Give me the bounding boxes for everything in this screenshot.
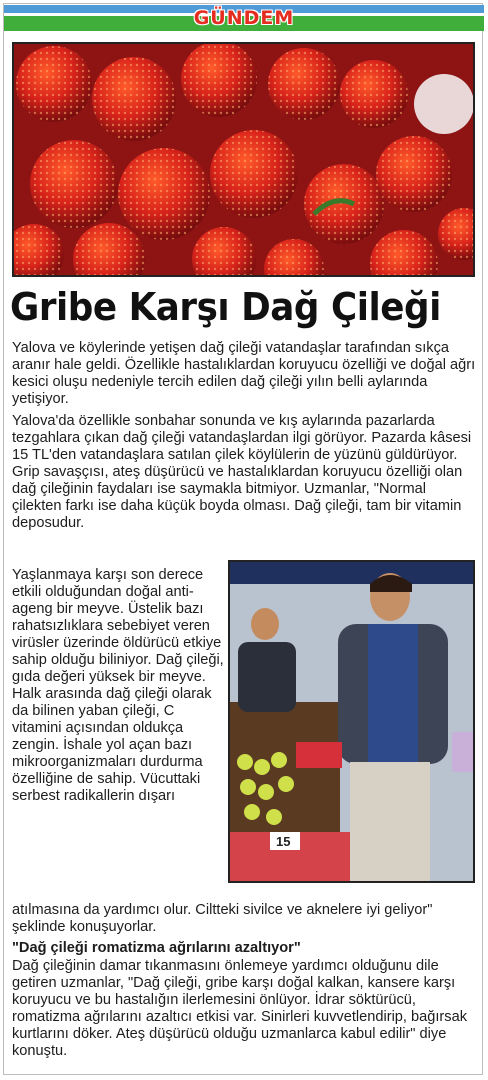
paragraph-experts: Dağ çileğinin damar tıkanmasını önlemeye yardımcı olduğunu dile getiren uzmanlar, "Dağ çileği, gribe karşı doğal kalkan, kansere karşı koruyucu ve bu hastalığın ilerlemesini önlüyor. İdrar söktürücü, romatizma ağrılarını azaltıcı etkisi var. Sinirleri kuvvetlendirip, bağırsak kurtlarını döker. Ateş düşürücü olduğu uzmanlarca kabul edilir" diye konuştu.: [12, 958, 468, 1059]
headline: Gribe Karşı Dağ Çileği: [10, 285, 441, 329]
paragraph-intro: Yalova ve köylerinde yetişen dağ çileği vatandaşlar tarafından sıkça aranır hale geldi. Özellikle hastalıklardan koruyucu özelliği ve doğal ağrı kesici oluşu nedeniyle tercih edilen dağ çileği yılın belli aylarında yetişiyor.: [12, 340, 476, 407]
section-title: GÜNDEM: [193, 7, 295, 29]
subheading-rheumatism: "Dağ çileği romatizma ağrılarını azaltıyor": [12, 940, 301, 956]
price-tag: 15: [276, 834, 291, 849]
paragraph-health-continued: atılmasına da yardımcı olur. Ciltteki sivilce ve aknelere iyi geliyor" şeklinde konuşuyorlar.: [12, 902, 433, 935]
strawberry-photo: [12, 42, 475, 277]
strawberry-photo-illustration: [14, 44, 475, 277]
paragraph-market: Yalova'da özellikle sonbahar sonunda ve kış aylarında pazarlarda tezgahlara çıkan dağ çileği vatandaşlardan ilgi görüyor. Pazarda kâsesi 15 TL'den vatandaşlara satılan çilek köylülerin de yüzünü güldürüyor. Grip savaşçısı, ateş düşürücü ve hastalıklardan koruyucu özelliği olan dağ çileğinin faydaları ise saymakla bitmiyor. Uzmanlar, "Normal çilekten farkı ise daha küçük boyda olması. Dağ çileği, tam bir vitamin deposudur.: [12, 413, 472, 531]
section-banner: [4, 5, 484, 31]
market-vendor-photo: [228, 560, 475, 883]
paragraph-health: Yaşlanmaya karşı son derece etkili olduğundan doğal anti-ageng bir meyve. Üstelik bazı rahatsızlıklara sebebiyet veren virüsler üzerinde öldürücü etkiye sahip olduğu biliniyor. Dağ çileği, gıda değeri yüksek bir meyve. Halk arasında dağ çileği olarak da bilinen yaban çileği, C vitamini açısından oldukça zengin. İshale yol açan bazı mikroorganizmaları durdurma özelliğine de sahip. Vücuttaki serbest radikallerin dışarı: [12, 567, 224, 804]
market-vendor-illustration: [230, 562, 475, 883]
